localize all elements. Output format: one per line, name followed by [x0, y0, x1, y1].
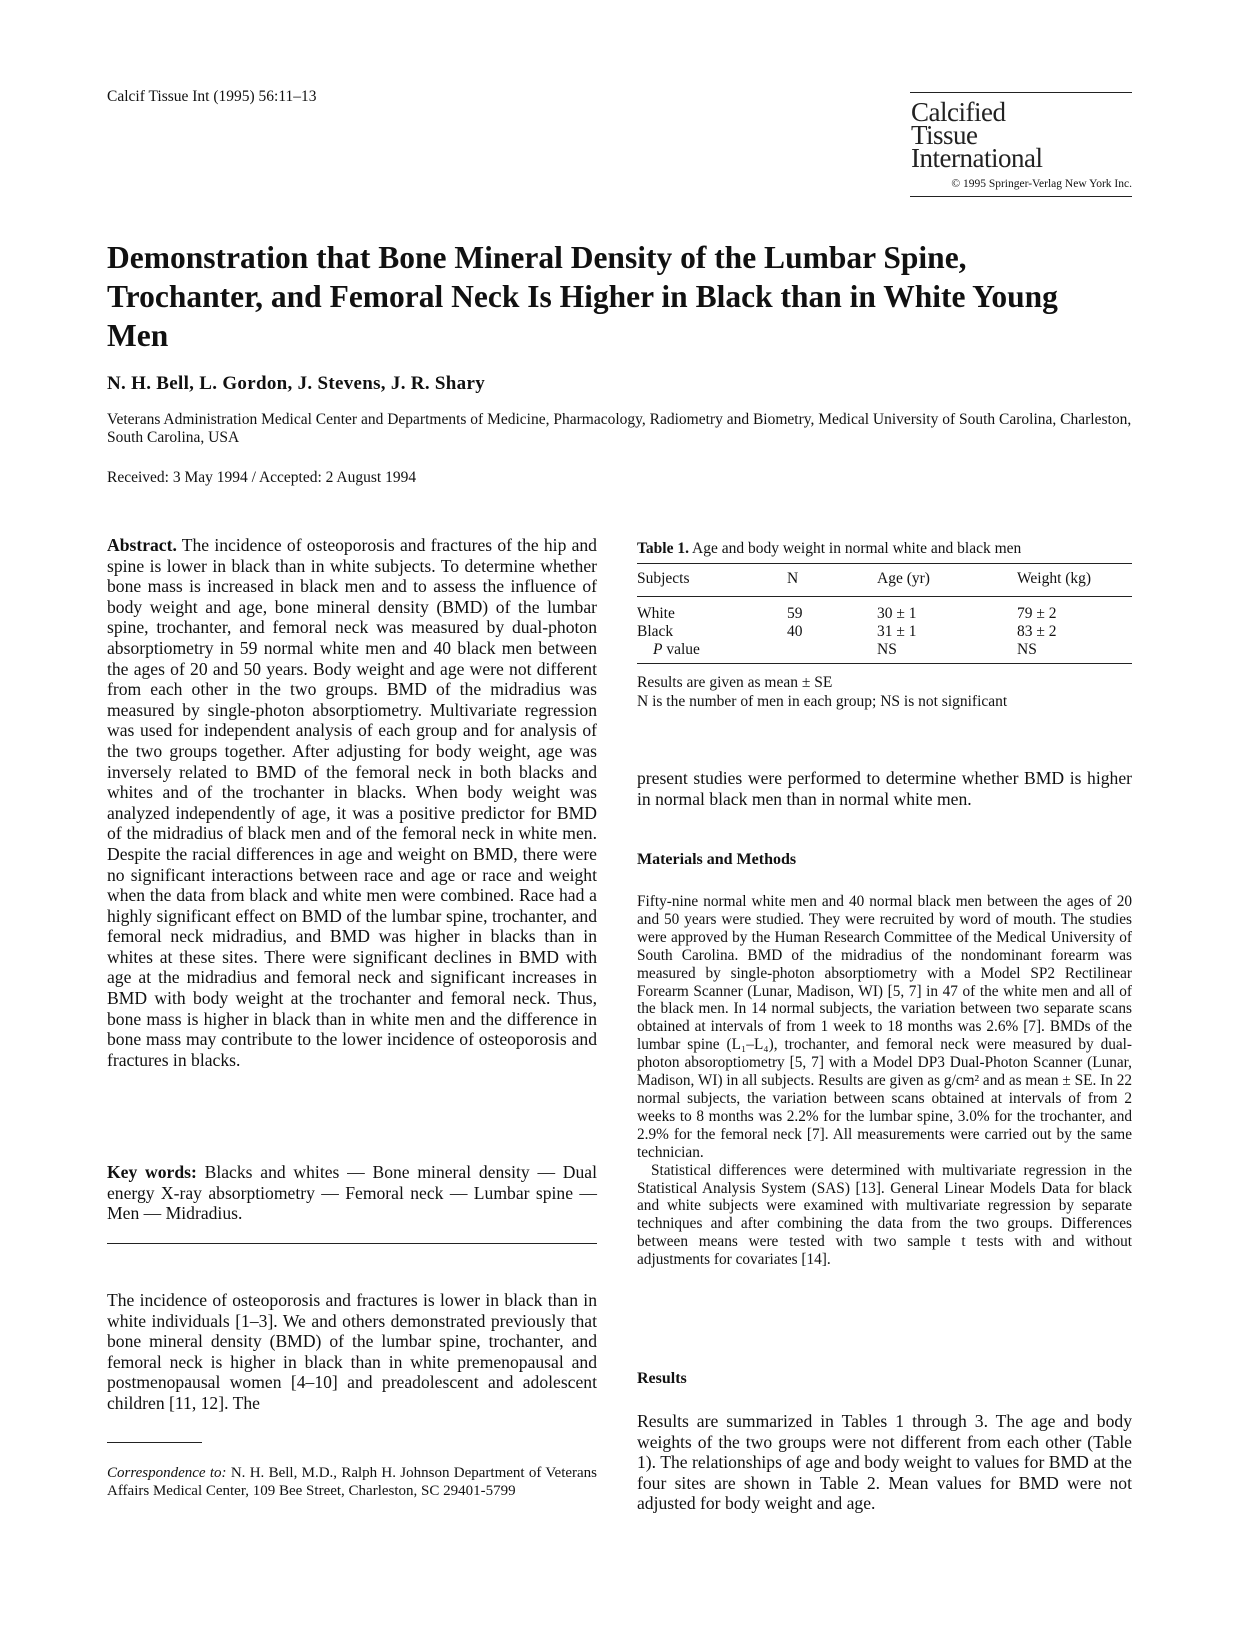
methods-section — [637, 893, 1132, 1269]
article-title: Demonstration that Bone Mineral Density of the Lumbar Spine, Trochanter, and Femoral Neck Is Higher in Black than in White Young Men — [107, 240, 1058, 353]
table-note: Results are given as mean ± SE — [637, 674, 833, 691]
table-row — [637, 605, 1132, 623]
footnote-label: Correspondence to: — [107, 1465, 227, 1481]
table-row-pvalue — [637, 641, 1132, 659]
abstract — [107, 535, 597, 1070]
table-row — [637, 623, 1132, 641]
table-cell: White — [637, 605, 675, 622]
received-accepted-dates: Received: 3 May 1994 / Accepted: 2 August 1994 — [107, 469, 417, 486]
table-cell: 79 ± 2 — [1017, 605, 1057, 622]
table-note: N is the number of men in each group; NS is not significant — [637, 693, 1008, 710]
logo-line-2: Tissue — [911, 120, 978, 150]
keywords-text: Blacks and whites — Bone mineral density — Dual energy X-ray absorptiometry — Femoral neck — Lumbar spine — Men — Midradius. — [107, 1162, 597, 1224]
table-1-caption — [637, 540, 1132, 558]
footnote-rule — [107, 1442, 202, 1443]
logo-line-3: International — [911, 143, 1043, 173]
methods-heading: Materials and Methods — [637, 851, 797, 868]
journal-masthead — [910, 92, 1132, 197]
table-cell: NS — [1017, 641, 1037, 658]
copyright-notice: © 1995 Springer-Verlag New York Inc. — [951, 178, 1132, 190]
keywords — [107, 1162, 597, 1224]
author-affiliation: Veterans Administration Medical Center and Departments of Medicine, Pharmacology, Radiometry and Biometry, Medical University of South Carolina, Charleston, South Carolina, USA — [107, 411, 1132, 446]
journal-citation: Calcif Tissue Int (1995) 56:11–13 — [107, 88, 317, 105]
table-header-cell: N — [787, 570, 799, 587]
table-cell — [787, 641, 877, 659]
table-cell: 31 ± 1 — [877, 623, 917, 640]
methods-paragraph: Fifty-nine normal white men and 40 normal black men between the ages of 20 and 50 years were studied. They were recruited by word of mouth. The studies were approved by the Human Research Committee of the Medical University of South Carolina. BMD of the midradius of the nondominant forearm was measured by single-photon absorptiometry with a Model SP2 Rectilinear Forearm Scanner (Lunar, Madison, WI) [5, 7] in 47 of the white men and all of the black men. In 14 normal subjects, the variation between two separate scans obtained at intervals of from 1 week to 18 months was 2.6% [7]. BMDs of the lumbar spine (L₁–L₄), trochanter, and femoral neck were measured by dual-photon absoroptiometry [5, 7] with a Model DP3 Dual-Photon Scanner (Lunar, Madison, WI) in all subjects. Results are given as g/cm² and as mean ± SE. In 22 normal subjects, the variation between scans obtained at intervals of from 2 weeks to 8 months was 2.2% for the lumbar spine, 3.0% for the trochanter, and 2.9% for the femoral neck [7]. All measurements were carried out by the same technician. — [637, 893, 1132, 1161]
journal-logo — [911, 93, 1132, 173]
table-bottom-rule — [637, 663, 1132, 664]
p-symbol: P — [653, 641, 663, 658]
footnote-text: N. H. Bell, M.D., Ralph H. Johnson Department of Veterans Affairs Medical Center, 109 Bee Street, Charleston, SC 29401-5799 — [107, 1465, 598, 1499]
table-cell: 83 ± 2 — [1017, 623, 1057, 640]
abstract-label: Abstract. — [107, 535, 177, 555]
table-header-row — [637, 564, 1132, 596]
p-value-label: value — [662, 641, 700, 658]
table-body — [637, 597, 1132, 663]
introduction-continuation: present studies were performed to determine whether BMD is higher in normal black men than in normal white men. — [637, 768, 1132, 809]
article-authors: N. H. Bell, L. Gordon, J. Stevens, J. R. Shary — [107, 373, 485, 394]
table-1-label: Table 1. — [637, 540, 689, 557]
correspondence-footnote — [107, 1465, 597, 1500]
table-1-title: Age and body weight in normal white and black men — [692, 540, 1022, 557]
table-header-cell: Weight (kg) — [1017, 570, 1092, 587]
abstract-separator-rule — [107, 1243, 597, 1244]
table-header-cell: Age (yr) — [877, 570, 930, 587]
table-cell — [637, 641, 787, 659]
masthead-bottom-rule — [910, 196, 1132, 197]
table-1-notes — [637, 673, 1007, 711]
table-cell: Black — [637, 623, 674, 640]
results-heading: Results — [637, 1370, 687, 1387]
table-cell: 59 — [787, 605, 803, 622]
keywords-label: Key words: — [107, 1162, 197, 1182]
table-cell: 30 ± 1 — [877, 605, 917, 622]
results-paragraph: Results are summarized in Tables 1 through 3. The age and body weights of the two groups were not different from each other (Table 1). The relationships of age and body weight to values for BMD at the four sites are shown in Table 2. Mean values for BMD were not adjusted for body weight and age. — [637, 1411, 1132, 1514]
methods-paragraph: Statistical differences were determined with multivariate regression in the Statistical Analysis System (SAS) [13]. General Linear Models Data for black and white subjects were examined with multivariate regression by separate techniques and after combining the data from the two groups. Differences between means were tested with two sample t tests with and without adjustments for covariates [14]. — [637, 1161, 1132, 1269]
introduction-paragraph: The incidence of osteoporosis and fractures is lower in black than in white individuals [1–3]. We and others demonstrated previously that bone mineral density (BMD) of the lumbar spine, trochanter, and femoral neck is higher in black than in white premenopausal and postmenopausal women [4–10] and preadolescent and adolescent children [11, 12]. The — [107, 1290, 597, 1413]
table-cell: NS — [877, 641, 897, 658]
table-header-cell: Subjects — [637, 570, 690, 587]
abstract-text: The incidence of osteoporosis and fractures of the hip and spine is lower in black than in white subjects. To determine whether bone mass is increased in black men and to assess the influence of body weight and age, bone mineral density (BMD) of the lumbar spine, trochanter, and femoral neck was measured by dual-photon absorptiometry in 59 normal white men and 40 black men between the ages of 20 and 50 years. Body weight and age were not different from each other in the two groups. BMD of the midradius was measured by single-photon absorptiometry. Multivariate regression was used for independent analysis of each group and for analysis of the two groups together. After adjusting for body weight, age was inversely related to BMD of the femoral neck in both blacks and whites and of the trochanter in blacks. When body weight was analyzed independently of age, it was a positive predictor for BMD of the midradius of black men and of the femoral neck in white men. Despite the racial differences in age and weight on BMD, there were no significant interactions between race and age or race and weight when the data from black and white men were combined. Race had a highly significant effect on BMD of the lumbar spine, trochanter, and femoral neck midradius, and BMD was higher in blacks than in whites at these sites. There were significant declines in BMD with age at the midradius and femoral neck and significant increases in BMD with body weight at the trochanter and femoral neck. Thus, bone mass is higher in black than in white men and the difference in bone mass may contribute to the lower incidence of osteoporosis and fractures in blacks. — [107, 535, 597, 1070]
table-1 — [637, 563, 1132, 664]
logo-line-1: Calcified — [911, 97, 1006, 127]
table-cell: 40 — [787, 623, 803, 640]
